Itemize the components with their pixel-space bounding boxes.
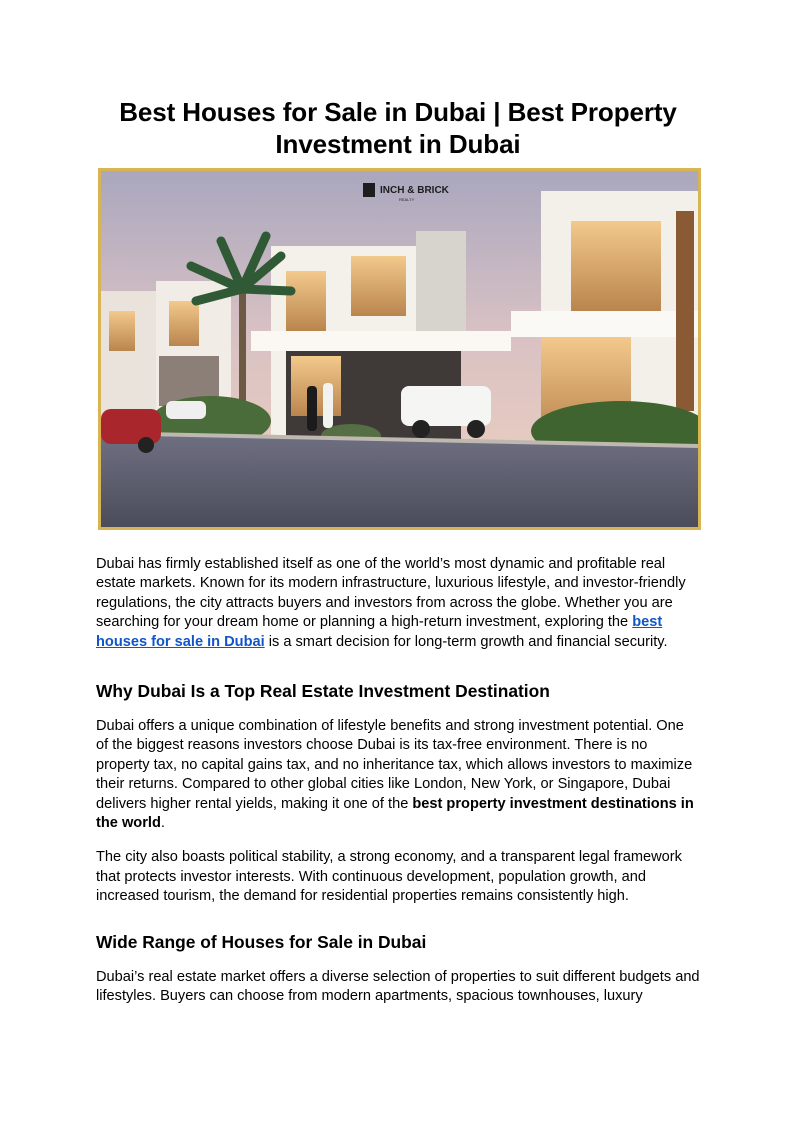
logo-text: INCH & BRICK (380, 185, 449, 196)
why-dubai-paragraph-2: The city also boasts political stability, a strong economy, and a transparent legal framework that protects investor interests. With continuous development, population growth, and increased tourism, the demand for residential properties remains consistently high. (96, 849, 682, 905)
wide-range-paragraph-1: Dubai’s real estate market offers a diverse selection of properties to suit different budgets and lifestyles. Buyers can choose from modern apartments, spacious townhouses, luxury (96, 968, 700, 1005)
section-heading-wide-range: Wide Range of Houses for Sale in Dubai (96, 931, 427, 952)
section-heading-why-dubai: Why Dubai Is a Top Real Estate Investment Destination (96, 681, 550, 702)
page-title: Best Houses for Sale in Dubai | Best Property Investment in Dubai (119, 97, 677, 159)
why-dubai-paragraph-1: Dubai offers a unique combination of lifestyle benefits and strong investment potential. One of the biggest reasons investors choose Dubai is its tax-free environment. There is no property tax, no capital gains tax, and no inheritance tax, which allows investors to maximize their returns. Compared to other global cities like London, New York, or Singapore, Dubai delivers higher rental yields, making it one of the best property investment destinations in the world. (96, 718, 694, 832)
best-houses-link[interactable]: best houses for sale in Dubai (96, 614, 663, 650)
hero-image (98, 168, 701, 530)
intro-paragraph: Dubai has firmly established itself as one of the world’s most dynamic and profitable real estate markets. Known for its modern infrastructure, luxurious lifestyle, and investor-friendly regulations, the city attracts buyers and investors from across the globe. Whether you are searching for your dream home or planning a high-return investment, exploring the best houses for sale in Dubai is a smart decision for long-term growth and financial security. (96, 556, 686, 650)
logo-subtext: REALTY (399, 197, 415, 202)
